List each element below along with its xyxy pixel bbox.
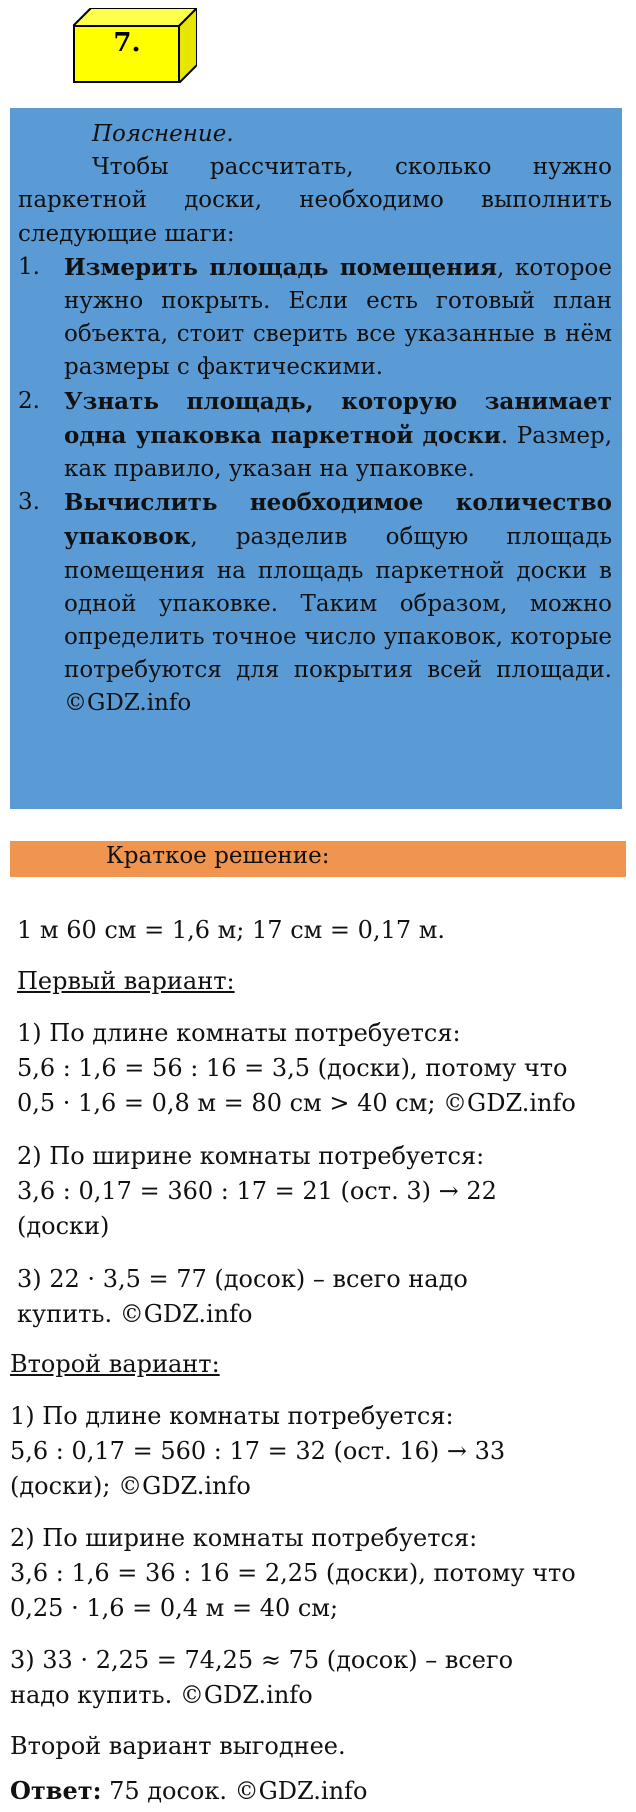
- short-solution-header: [10, 841, 626, 877]
- step-number: 1.: [18, 253, 40, 280]
- task-number: 7.: [113, 28, 141, 58]
- step-text: , которое нужно покрыть. Если есть готовый план объекта, стоит сверить все указанные в нём размеры с фактическими.: [64, 254, 612, 381]
- variant2-line: 5,6 : 0,17 = 560 : 17 = 32 (ост. 16) → 33: [10, 1437, 506, 1465]
- steps-list: [18, 251, 612, 721]
- variant2-heading: Второй вариант:: [10, 1350, 220, 1378]
- variant2-line: 3,6 : 1,6 = 36 : 16 = 2,25 (доски), потому что: [10, 1559, 576, 1587]
- unit-conversion: 1 м 60 см = 1,6 м; 17 см = 0,17 м.: [17, 916, 446, 944]
- variant1-line: 0,5 · 1,6 = 0,8 м = 80 см > 40 см; ©GDZ.info: [17, 1089, 576, 1117]
- step-bold: Вычислить необходимое количество упаковок: [64, 489, 612, 551]
- step-bold: Узнать площадь, которую занимает одна упаковка паркетной доски: [64, 387, 612, 449]
- variant1-line: 1) По длине комнаты потребуется:: [17, 1019, 461, 1047]
- variant1-line: купить. ©GDZ.info: [17, 1300, 253, 1328]
- answer-label: Ответ:: [10, 1776, 102, 1805]
- step-number: 2.: [18, 387, 40, 414]
- step-text: . Размер, как правило, указан на упаковке.: [64, 422, 612, 483]
- step-item: [18, 486, 612, 720]
- explanation-panel: [10, 108, 622, 809]
- variant2-line: 3) 33 · 2,25 = 74,25 ≈ 75 (досок) – всего: [10, 1646, 514, 1674]
- answer: [10, 1773, 367, 1809]
- variant2-line: 1) По длине комнаты потребуется:: [10, 1402, 454, 1430]
- step-text: , разделив общую площадь помещения на площадь паркетной доски в одной упаковке. Таким образом, можно определить точное число упаковок, которые потребуются для покрытия всей площади. ©GDZ.info: [64, 524, 612, 717]
- conclusion: Второй вариант выгоднее.: [10, 1732, 346, 1760]
- variant2-line: (доски); ©GDZ.info: [10, 1472, 251, 1500]
- explanation-intro: Чтобы рассчитать, сколько нужно паркетной доски, необходимо выполнить следующие шаги:: [18, 154, 612, 247]
- step-item: [18, 385, 612, 487]
- variant2-line: 2) По ширине комнаты потребуется:: [10, 1524, 478, 1552]
- answer-text: 75 досок. ©GDZ.info: [101, 1777, 368, 1805]
- step-bold: Измерить площадь помещения: [64, 253, 498, 281]
- short-solution-title: Краткое решение:: [106, 843, 330, 869]
- variant1-line: (доски): [17, 1212, 110, 1240]
- variant2-line: надо купить. ©GDZ.info: [10, 1681, 313, 1709]
- variant1-line: 2) По ширине комнаты потребуется:: [17, 1142, 485, 1170]
- variant1-line: 3,6 : 0,17 = 360 : 17 = 21 (ост. 3) → 22: [17, 1177, 497, 1205]
- variant2-line: 0,25 · 1,6 = 0,4 м = 40 см;: [10, 1594, 339, 1622]
- explanation-title: Пояснение.: [92, 121, 234, 147]
- variant1-line: 5,6 : 1,6 = 56 : 16 = 3,5 (доски), потому что: [17, 1054, 568, 1082]
- variant1-line: 3) 22 · 3,5 = 77 (досок) – всего надо: [17, 1265, 468, 1293]
- step-number: 3.: [18, 489, 40, 516]
- variant1-heading: Первый вариант:: [17, 967, 235, 995]
- step-item: [18, 251, 612, 385]
